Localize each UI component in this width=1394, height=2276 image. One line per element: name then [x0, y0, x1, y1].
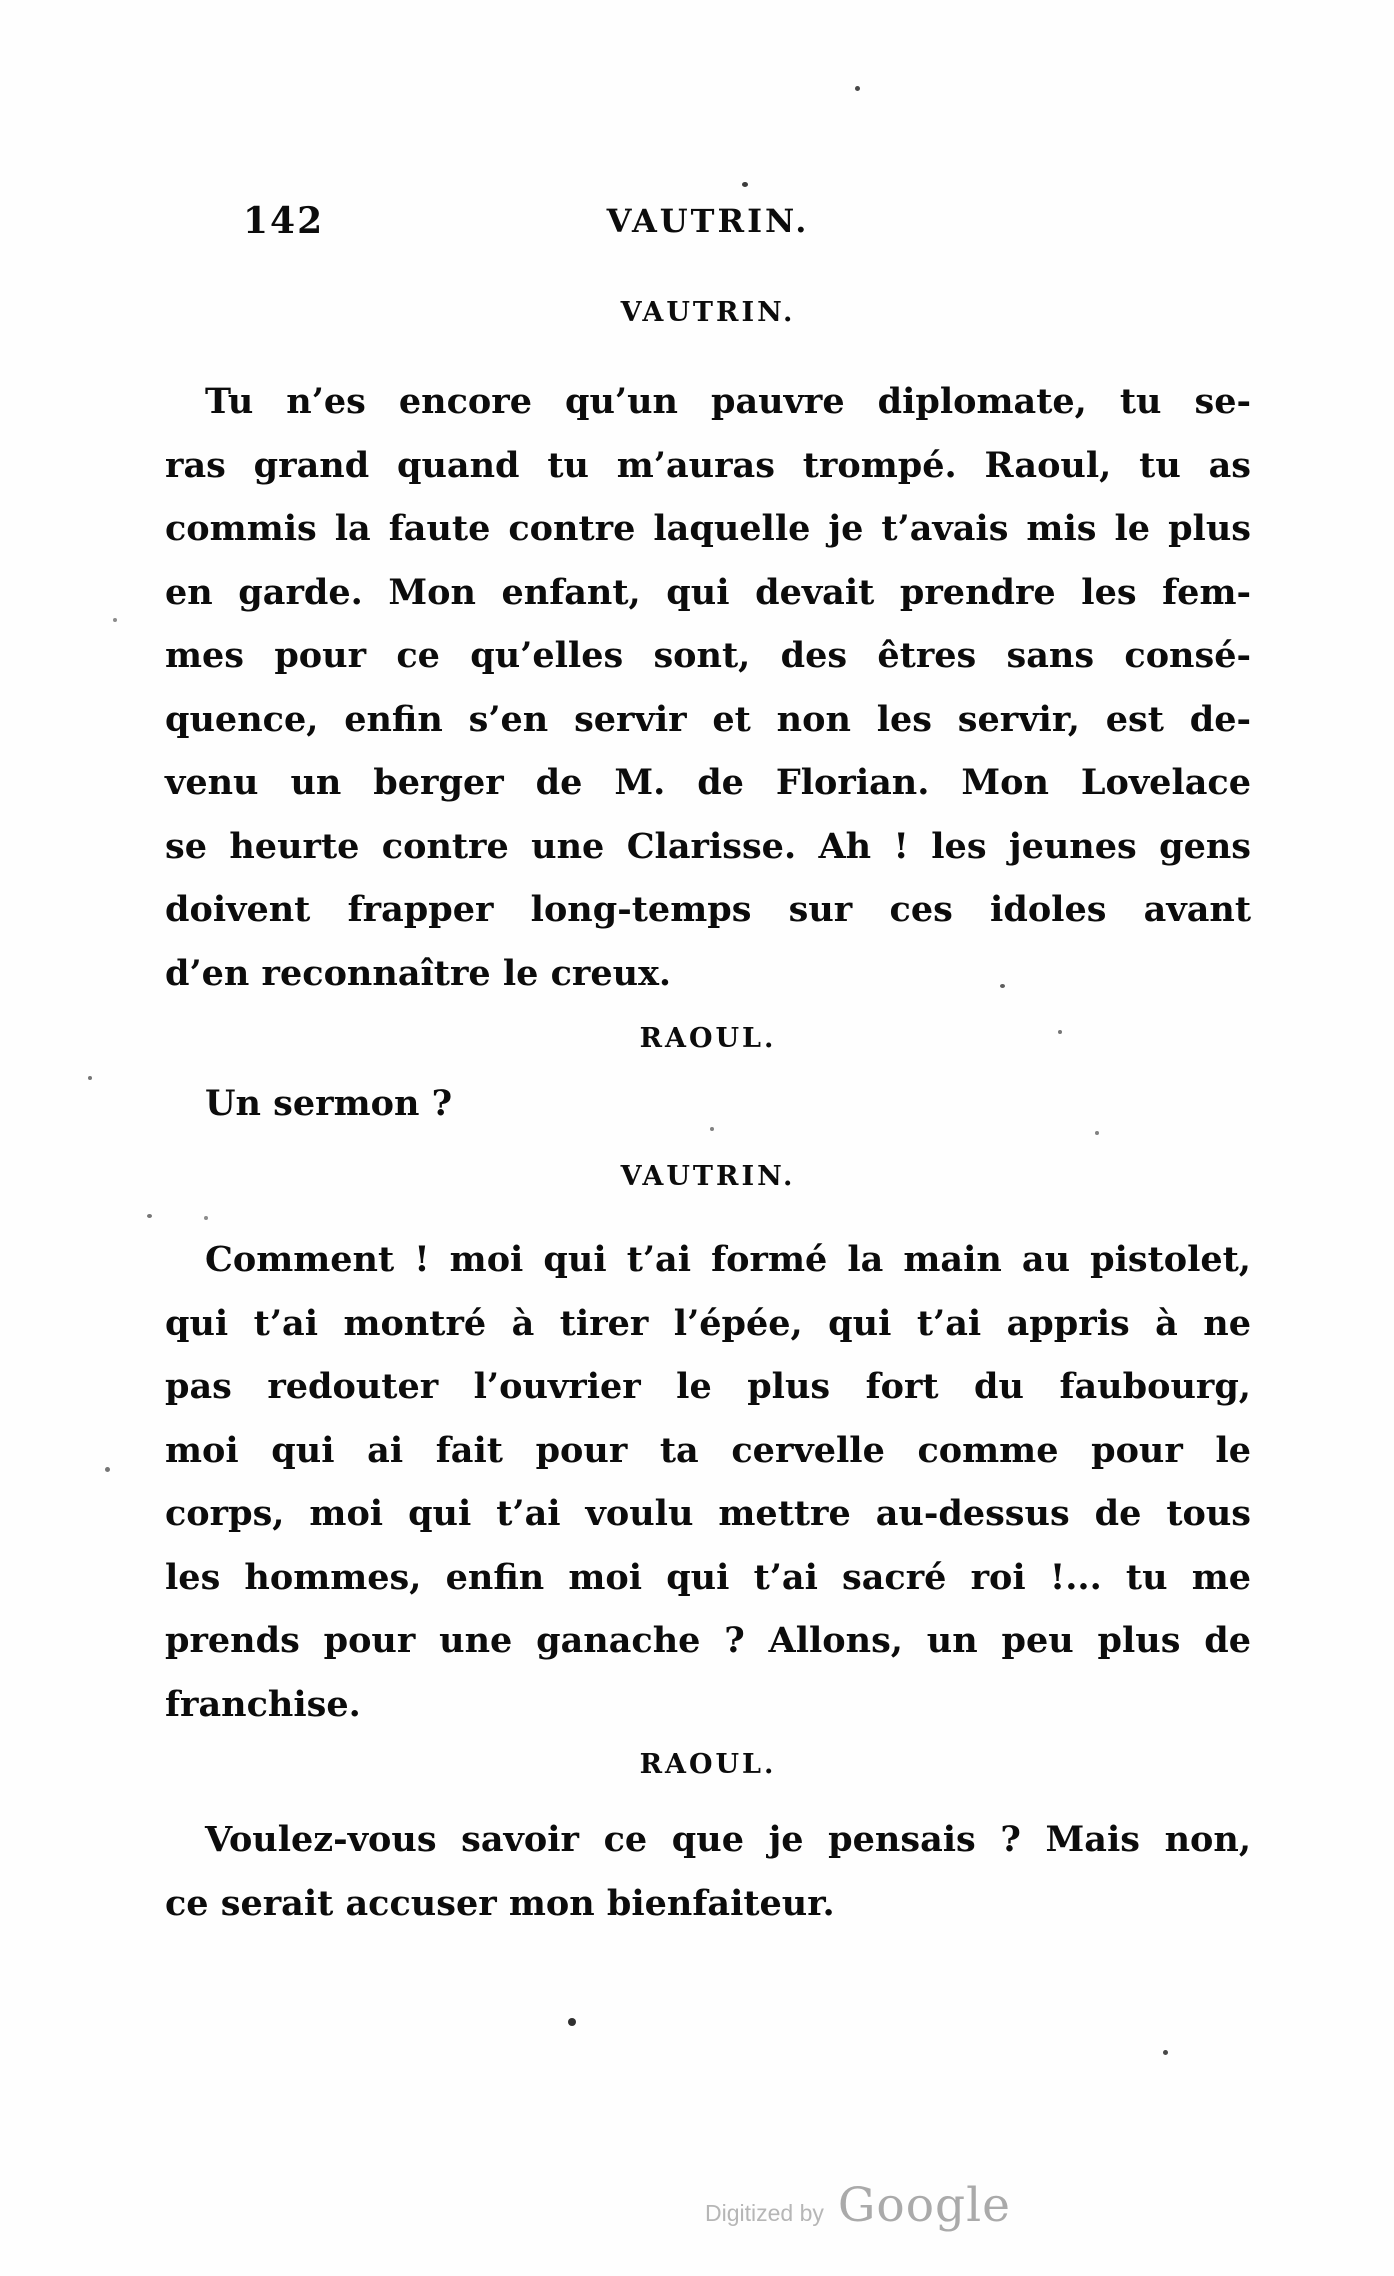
- watermark: [705, 2178, 1011, 2233]
- dialogue-line: se heurte contre une Clarisse. Ah ! les jeunes gens: [165, 825, 1251, 867]
- speaker-heading-vautrin: VAUTRIN.: [620, 297, 796, 328]
- scan-speck: [113, 618, 117, 622]
- dialogue-line: qui t’ai montré à tirer l’épée, qui t’ai appris à ne: [165, 1302, 1251, 1344]
- dialogue-line: Voulez-vous savoir ce que je pensais ? Mais non,: [205, 1819, 1251, 1860]
- watermark-prefix: Digitized by: [705, 2200, 824, 2226]
- dialogue-line: venu un berger de M. de Florian. Mon Lovelace: [165, 762, 1251, 803]
- dialogue-line: en garde. Mon enfant, qui devait prendre les fem-: [165, 571, 1251, 613]
- speaker-heading-raoul: RAOUL.: [639, 1749, 777, 1780]
- scan-speck: [1058, 1030, 1062, 1034]
- dialogue-line: les hommes, enfin moi qui t’ai sacré roi !... tu me: [165, 1556, 1251, 1598]
- scan-speck: [568, 2018, 576, 2026]
- dialogue-line: doivent frapper long-temps sur ces idoles avant: [165, 889, 1251, 930]
- dialogue-line: Tu n’es encore qu’un pauvre diplomate, tu se-: [205, 381, 1251, 422]
- google-logo: Google: [837, 2178, 1011, 2233]
- scan-speck: [710, 1127, 714, 1131]
- speaker-heading-vautrin: VAUTRIN.: [620, 1161, 796, 1192]
- dialogue-paragraph: [165, 1808, 1251, 1935]
- scan-speck: [88, 1076, 92, 1080]
- scan-speck: [1163, 2050, 1168, 2055]
- scan-speck: [147, 1214, 152, 1218]
- dialogue-line: commis la faute contre laquelle je t’avais mis le plus: [165, 508, 1251, 549]
- dialogue-line: ras grand quand tu m’auras trompé. Raoul, tu as: [165, 444, 1251, 486]
- dialogue-paragraph: [165, 1228, 1251, 1736]
- dialogue-line: prends pour une ganache ? Allons, un peu plus de: [165, 1620, 1251, 1661]
- dialogue-line: pas redouter l’ouvrier le plus fort du faubourg,: [165, 1366, 1251, 1407]
- page-number: 142: [243, 200, 325, 242]
- dialogue-line: quence, enfin s’en servir et non les servir, est de-: [165, 698, 1251, 740]
- dialogue-line: Comment ! moi qui t’ai formé la main au pistolet,: [205, 1239, 1251, 1280]
- scan-speck: [855, 86, 860, 91]
- dialogue-paragraph: [165, 1072, 1251, 1136]
- dialogue-paragraph: [165, 370, 1251, 1005]
- dialogue-line: ce serait accuser mon bienfaiteur.: [165, 1882, 835, 1924]
- speaker-heading-raoul: RAOUL.: [639, 1023, 777, 1054]
- dialogue-line: mes pour ce qu’elles sont, des êtres sans consé-: [165, 635, 1251, 676]
- dialogue-line: moi qui ai fait pour ta cervelle comme pour le: [165, 1429, 1251, 1471]
- dialogue-line: d’en reconnaître le creux.: [165, 952, 672, 994]
- scan-speck: [742, 182, 748, 187]
- dialogue-line: franchise.: [165, 1683, 361, 1725]
- dialogue-line: Un sermon ?: [205, 1083, 453, 1124]
- scan-speck: [1000, 984, 1005, 988]
- scan-speck: [1095, 1131, 1099, 1135]
- dialogue-line: corps, moi qui t’ai voulu mettre au-dessus de tous: [165, 1493, 1251, 1534]
- running-header: VAUTRIN.: [606, 202, 810, 240]
- scan-speck: [204, 1216, 208, 1220]
- scan-speck: [105, 1467, 110, 1472]
